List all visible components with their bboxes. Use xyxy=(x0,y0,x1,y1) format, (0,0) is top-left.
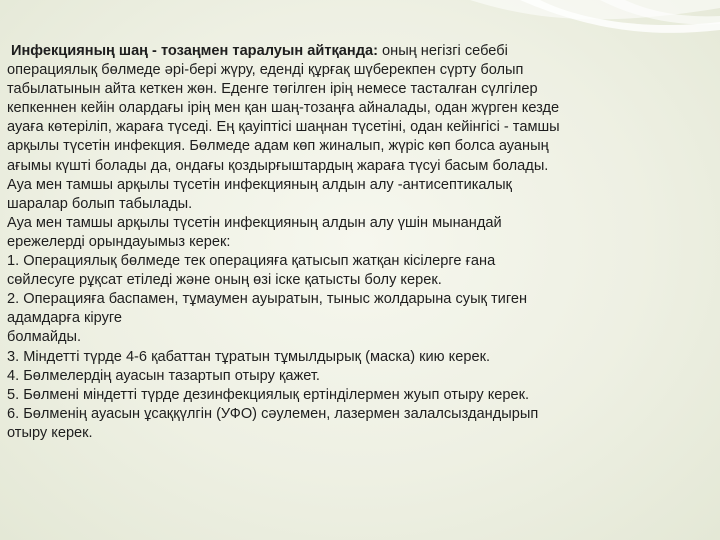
rule-line: 6. Бөлменің ауасын ұсаққүлгін (УФО) сәулемен, лазермен залалсыздандырып xyxy=(7,405,539,422)
rule-line: 3. Міндетті түрде 4-6 қабаттан тұратын тұмылдырық (маска) кию керек. xyxy=(7,348,491,365)
intro-line: арқылы түсетін инфекция. Бөлмеде адам көп жиналып, жүріс көп болса ауаның xyxy=(7,138,549,155)
rule-line: адамдарға кіруге xyxy=(7,310,123,327)
rule-4 xyxy=(7,367,697,386)
rule-5 xyxy=(7,386,697,405)
rule-line: болмайды. xyxy=(7,329,82,346)
rule-line: отыру керек. xyxy=(7,424,93,441)
intro-line: табылатынын айта кеткен жөн. Еденге төгілген ірің немесе тасталған сүлгілер xyxy=(7,81,538,98)
rule-1 xyxy=(7,252,697,290)
rule-line: 4. Бөлмелердің ауасын тазартып отыру қажет. xyxy=(7,367,320,384)
rule-line: сөйлесуге рұқсат етіледі және оның өзі іске қатысты болу керек. xyxy=(7,272,442,289)
intro-line: кепкеннен кейін олардағы ірің мен қан шаң-тозаңға айналады, одан жүрген кезде xyxy=(7,100,560,117)
rule-3 xyxy=(7,348,697,367)
rule-6 xyxy=(7,405,697,443)
intro-line: ауаға көтеріліп, жараға түседі. Ең қауіптісі шаңнан түсетіні, одан кейінгісі - тамшы xyxy=(7,119,560,136)
intro-line: оның негізгі себебі xyxy=(382,43,508,59)
rule-2 xyxy=(7,290,697,347)
rule-line: 5. Бөлмені міндетті түрде дезинфекциялық ертінділермен жуып отыру керек. xyxy=(7,386,530,403)
intro-line: шаралар болып табылады. xyxy=(7,195,193,212)
intro-line: ағымы күшті болады да, ондағы қоздырғыштардың жараға түсуі басым болады. xyxy=(7,157,549,174)
intro-line: ережелерді орындауымыз керек: xyxy=(7,233,231,250)
slide-body xyxy=(7,42,697,443)
rule-line: 1. Операциялық бөлмеде тек операцияға қатысып жатқан кісілерге ғана xyxy=(7,253,496,270)
intro-first-line xyxy=(7,42,697,61)
slide-heading: Инфекцияның шаң - тозаңмен таралуын айтқанда: xyxy=(11,43,378,59)
intro-line: Ауа мен тамшы арқылы түсетін инфекцияның алдын алу үшін мынандай xyxy=(7,214,502,231)
intro-line: операциялық бөлмеде әрі-бері жүру, едендi құрғақ шүберекпен сүрту болып xyxy=(7,62,524,79)
rule-line: 2. Операцияға баспамен, тұмаумен ауыратын, тыныс жолдарына суық тиген xyxy=(7,291,528,308)
intro-line: Ауа мен тамшы арқылы түсетін инфекцияның алдын алу -антисептикалық xyxy=(7,176,512,193)
